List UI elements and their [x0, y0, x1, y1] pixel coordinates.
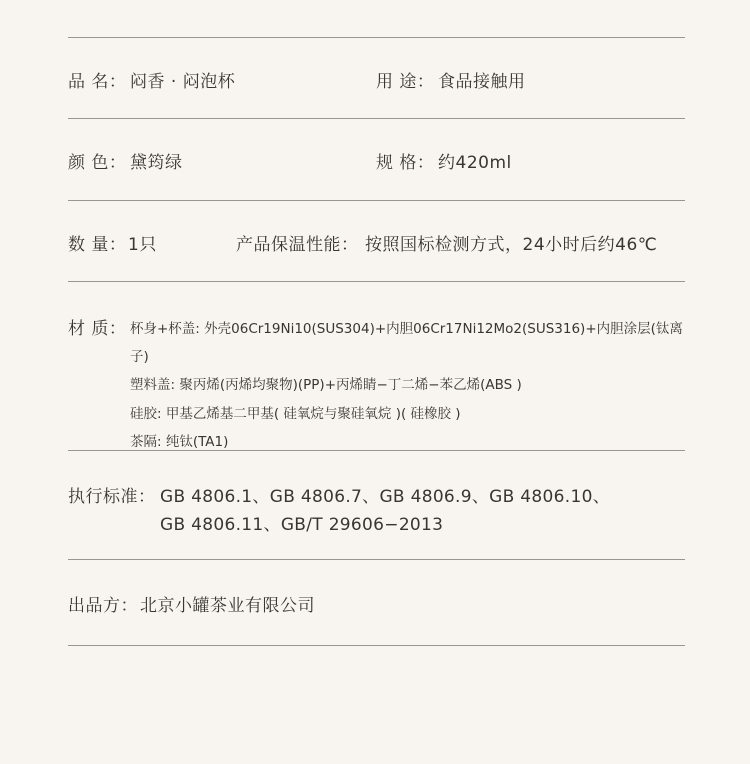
rule-2	[68, 200, 685, 201]
material-line-silicone: 硅胶: 甲基乙烯基二甲基( 硅氧烷与聚硅氧烷 )( 硅橡胶 )	[130, 406, 461, 422]
color-label: 颜 色：	[68, 153, 127, 173]
product-name-label: 品 名：	[68, 72, 127, 92]
material-line-cup: 杯身+杯盖: 外壳06Cr19Ni10(SUS304)+内胆06Cr17Ni12Mo2(SUS316)+内胆涂层(钛离	[130, 321, 683, 337]
usage-label: 用 途：	[376, 72, 435, 92]
product-name-value: 闷香 · 闷泡杯	[130, 72, 236, 92]
material-line-plastic-lid: 塑料盖: 聚丙烯(丙烯均聚物)(PP)+丙烯睛−丁二烯−苯乙烯(ABS )	[130, 377, 522, 393]
rule-5	[68, 559, 685, 560]
material-label: 材 质：	[68, 319, 127, 339]
standard-line-1: GB 4806.1、GB 4806.7、GB 4806.9、GB 4806.10、	[160, 487, 611, 507]
insulation-label: 产品保温性能：	[236, 235, 359, 255]
rule-4	[68, 450, 685, 451]
material-line-tea-strainer: 茶隔: 纯钛(TA1)	[130, 434, 229, 450]
insulation-value: 按照国标检测方式，24小时后约46℃	[365, 235, 658, 255]
standard-label: 执行标准：	[68, 487, 156, 507]
rule-1	[68, 118, 685, 119]
producer-value: 北京小罐茶业有限公司	[140, 596, 315, 616]
spec-value: 约420ml	[438, 153, 512, 173]
standard-line-2: GB 4806.11、GB/T 29606−2013	[160, 515, 444, 535]
material-line-cup-cont: 子)	[130, 349, 149, 365]
color-value: 黛筠绿	[130, 153, 183, 173]
usage-value: 食品接触用	[438, 72, 526, 92]
producer-label: 出品方：	[68, 596, 138, 616]
quantity-value: 1只	[128, 235, 157, 255]
rule-bottom	[68, 645, 685, 646]
rule-3	[68, 281, 685, 282]
quantity-label: 数 量：	[68, 235, 127, 255]
spec-label: 规 格：	[376, 153, 435, 173]
rule-top	[68, 37, 685, 38]
